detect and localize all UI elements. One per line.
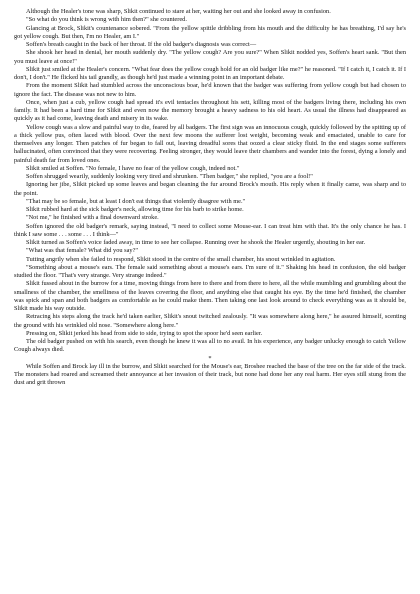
paragraph: From the moment Slikit had stumbled across the unconscious boar, he'd known that the badger was suffering from yellow cough but had chosen to ignore the fact. The disease was not new to him. [14, 82, 406, 98]
paragraph: Ignoring her jibe, Slikit picked up some leaves and began cleaning the fur around Brock's mouth. His reply when it finally came, was sharp and to the point. [14, 181, 406, 197]
paragraph: Soffen shrugged wearily, suddenly looking very tired and shrunken. "Then badger," she replied, "you are a fool!" [26, 173, 313, 180]
paragraph: "That may be so female, but at least I don't eat things that violently disagree with me." [26, 197, 246, 205]
paragraph: Once, when just a cub, yellow cough had spread it's evil tentacles throughout his sett, killing most of the badgers living there, including his own family. It had been a hard time for Slikit and even now the memory brought a heavy sadness to his old heart. As usual the illness had disappeared as quickly as it had come, leaving death and misery in its wake. [14, 98, 406, 123]
paragraph: Retracing his steps along the track he'd taken earlier, Slikit's snout twitched zealously. "It was somewhere along here," he assured himself, scenting the ground with his wrinkled old nose. "Somewhere along here." [14, 313, 406, 329]
paragraph: Yellow cough was a slow and painful way to die, feared by all badgers. The first sign was an innocuous cough, quickly followed by the spitting up of a thick yellow pus, often laced with blood. Over the next few moons the sufferer lost weight, becoming weak and emaciated, unable to care for themselves any longer. Then patches of fur began to fall out, leaving dreadful sores that oozed a clear sticky fluid. In the end stages some sufferers hallucinated, often convinced that they were recovering. Feeling stronger, they would leave their chambers and wander into the forest, dying a lonely and painful death far from loved ones. [14, 123, 406, 164]
paragraph: Slikit fussed about in the burrow for a time, moving things from here to there and from there to here, all the while mumbling and grumbling about the smallness of the chamber, the smelliness of the leaves covering the floor, and anything else that caught his eye. By the time he'd finished, the chamber was spick and span and both badgers as comfortable as he could make them. Then taking one last look around to check everything was as it should be, Slikit made his way outside. [14, 280, 407, 312]
scene-break: * [208, 354, 212, 362]
paragraph: "So what do you think is wrong with him then?" she countered. [26, 16, 187, 24]
paragraph: "Something about a mouse's ears. The female said something about a mouse's ears. I'm sure of it." Shaking his head in confusion, the old badger studied the floor. "That's very strange. Very strange indeed." [14, 263, 406, 279]
paragraph: Slikit rubbed hard at the sick badger's neck, allowing time for his barb to strike home. [26, 206, 244, 213]
paragraph: "What was that female? What did you say?" [26, 247, 138, 255]
paragraph: Tutting angrily when she failed to respond, Slikit stood in the centre of the small chamber, his snout wrinkled in agitation. [26, 255, 336, 263]
paragraph: Soffen ignored the old badger's remark, saying instead, "I need to collect some Mouse-ear. I can treat him with that. It's the only chance he has. I think I saw some . . . some . . . I think—" [14, 222, 406, 238]
paragraph: She shook her head in denial, her mouth suddenly dry. "The yellow cough? Are you sure?" When Slikit nodded yes, Soffen's heart sank. "But then you must leave at once!" [14, 49, 406, 65]
closing-paragraph: While Soffen and Brock lay ill in the burrow, and Slikit searched for the Mouse's ear, Broshee reached the base of the tree on the far side of the track. The monsters had roared and screamed their annoyance at her invasion of their track, but none had done her any real harm. Her eyes still stung from the dust and grit thrown [14, 362, 406, 387]
paragraph: Slikit smiled at Soffen. "No female, I have no fear of the yellow cough, indeed not." [26, 164, 240, 172]
paragraph: Glancing at Brock, Slikit's countenance sobered. "From the yellow spittle dribbling from his mouth and the difficulty he has breathing, I'd say he's got yellow cough. But then, I'm no Healer, am I." [14, 24, 406, 40]
paragraph: Although the Healer's tone was sharp, Slikit continued to stare at her, waiting her out and she looked away in confusion. [26, 8, 331, 15]
paragraph: The old badger pushed on with his search, even though he knew it was all to no avail. In his experience, any badger unlucky enough to catch Yellow Cough always died. [14, 338, 406, 354]
paragraph: "Not me," he finished with a final downward stroke. [26, 214, 159, 222]
paragraph: Slikit just smiled at the Healer's concern. "What fear does the yellow cough hold for an old badger like me?" he reasoned. "If I catch it, I catch it. If I don't, I don't." He flicked his tail grandly, as though he'd just made a winning point in an important debate. [14, 65, 406, 81]
story-text [14, 8, 406, 355]
paragraph: Slikit turned as Soffen's voice faded away, in time to see her collapse. Running over he shook the Healer urgently, shouting in her ear. [26, 239, 366, 246]
paragraph: Pressing on, Slikit jerked his head from side to side, trying to spot the spoor he'd seen earlier. [26, 329, 263, 337]
paragraph: Soffen's breath caught in the back of her throat. If the old badger's diagnosis was correct— [26, 41, 257, 48]
